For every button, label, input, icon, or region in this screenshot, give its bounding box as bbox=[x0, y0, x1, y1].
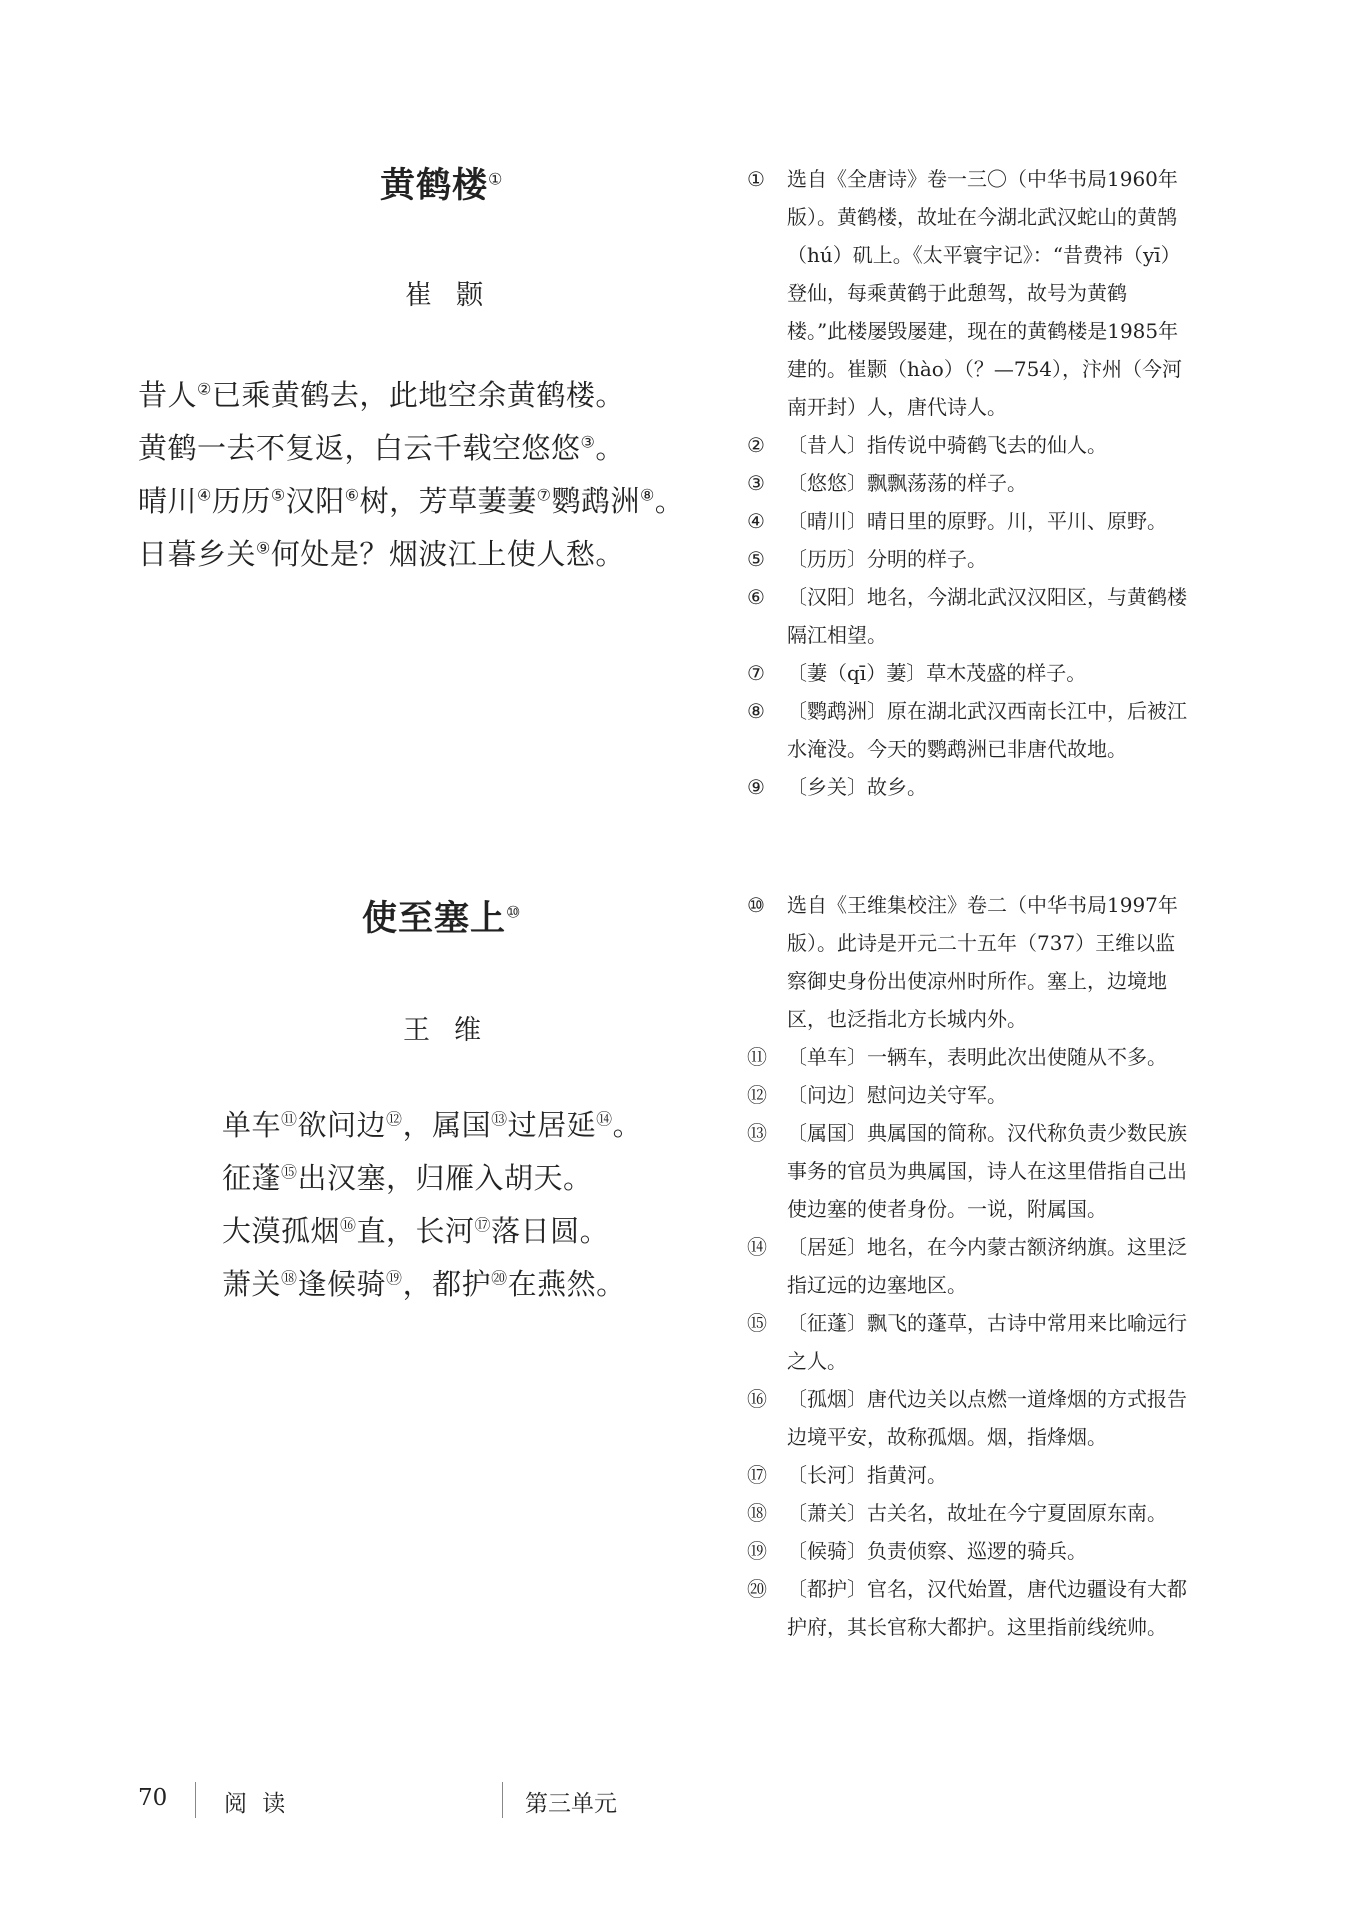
line-text: 欲问边 bbox=[297, 1108, 387, 1142]
line-text: 直，长河 bbox=[356, 1214, 475, 1248]
note-item bbox=[747, 1494, 1187, 1532]
line-text: ，都护 bbox=[402, 1267, 492, 1301]
note-text: 〔乡关〕故乡。 bbox=[787, 775, 927, 799]
footer-divider-left bbox=[195, 1782, 196, 1818]
line-text: 昔人 bbox=[138, 378, 198, 412]
note-number: ⑰ bbox=[747, 1463, 767, 1487]
poem2-author: 王维 bbox=[403, 1015, 505, 1046]
line-text: 已乘黄鹤去，此地空余黄鹤楼。 bbox=[211, 378, 625, 412]
footnote-mark: ⑥ bbox=[344, 485, 360, 505]
footer-divider-right bbox=[502, 1782, 503, 1818]
line-text: 单车 bbox=[222, 1108, 282, 1142]
note-text: 〔历历〕分明的样子。 bbox=[787, 547, 987, 571]
note-text: 〔问边〕慰问边关守军。 bbox=[787, 1083, 1007, 1107]
footer-unit: 第三单元 bbox=[525, 1791, 617, 1817]
poem2-title-note-mark: ⑩ bbox=[506, 902, 522, 922]
poem1-line bbox=[138, 532, 625, 573]
footnote-mark: ⑳ bbox=[491, 1268, 508, 1288]
line-text: 。 bbox=[612, 1108, 643, 1142]
note-number: ⑦ bbox=[747, 661, 765, 685]
poem2-notes bbox=[747, 886, 1187, 1646]
poem1-line bbox=[138, 426, 625, 467]
poem1-line bbox=[138, 373, 625, 414]
poem1-title-note-mark: ① bbox=[488, 169, 504, 189]
footnote-mark: ⑧ bbox=[639, 485, 655, 505]
note-item bbox=[747, 1076, 1187, 1114]
note-text: 〔昔人〕指传说中骑鹤飞去的仙人。 bbox=[787, 433, 1107, 457]
line-text: 晴川 bbox=[138, 484, 198, 518]
poem2-line bbox=[222, 1103, 642, 1144]
line-text: 出汉塞，归雁入胡天。 bbox=[297, 1161, 593, 1195]
note-item bbox=[747, 502, 1187, 540]
note-text: 〔萧关〕古关名，故址在今宁夏固原东南。 bbox=[787, 1501, 1167, 1525]
note-text: 〔单车〕一辆车，表明此次出使随从不多。 bbox=[787, 1045, 1167, 1069]
line-text: 。 bbox=[595, 431, 625, 465]
note-number: ⑫ bbox=[747, 1083, 767, 1107]
poem2-title bbox=[362, 891, 521, 941]
footnote-mark: ② bbox=[197, 379, 212, 399]
note-text: 〔征蓬〕飘飞的蓬草，古诗中常用来比喻远行之人。 bbox=[787, 1311, 1187, 1373]
note-text: 〔萋（qī）萋〕草木茂盛的样子。 bbox=[787, 661, 1087, 685]
page-number: 70 bbox=[138, 1785, 168, 1811]
note-number: ⑳ bbox=[747, 1577, 767, 1601]
footnote-mark: ⑬ bbox=[491, 1109, 508, 1129]
note-item bbox=[747, 464, 1187, 502]
note-number: ⑩ bbox=[747, 893, 765, 917]
poem2-title-text: 使至塞上 bbox=[362, 899, 507, 939]
footnote-mark: ③ bbox=[580, 432, 596, 452]
note-text: 〔汉阳〕地名，今湖北武汉汉阳区，与黄鹤楼隔江相望。 bbox=[787, 585, 1187, 647]
note-text: 〔悠悠〕飘飘荡荡的样子。 bbox=[787, 471, 1027, 495]
footnote-mark: ⑨ bbox=[256, 538, 271, 558]
note-number: ⑤ bbox=[747, 547, 765, 571]
note-number: ⑬ bbox=[747, 1121, 767, 1145]
note-text: 〔长河〕指黄河。 bbox=[787, 1463, 947, 1487]
line-text: ，属国 bbox=[402, 1108, 492, 1142]
note-text: 〔鹦鹉洲〕原在湖北武汉西南长江中，后被江水淹没。今天的鹦鹉洲已非唐代故地。 bbox=[787, 699, 1187, 761]
poem2-line bbox=[222, 1262, 626, 1303]
footnote-mark: ⑲ bbox=[386, 1268, 403, 1288]
note-number: ⑱ bbox=[747, 1501, 767, 1525]
line-text: 日暮乡关 bbox=[138, 537, 257, 571]
note-number: ⑯ bbox=[747, 1387, 767, 1411]
note-text: 〔都护〕官名，汉代始置，唐代边疆设有大都护府，其长官称大都护。这里指前线统帅。 bbox=[787, 1577, 1187, 1639]
note-text: 〔居延〕地名，在今内蒙古额济纳旗。这里泛指辽远的边塞地区。 bbox=[787, 1235, 1187, 1297]
note-text: 选自《全唐诗》卷一三〇（中华书局1960年版）。黄鹤楼，故址在今湖北武汉蛇山的黄鹄（hú）矶上。《太平寰宇记》：“昔费祎（yī）登仙，每乘黄鹤于此憩驾，故号为黄鹤楼。”此楼屡毁屡建，现在的黄鹤楼是1985年建的。崔颢（hào）（？—754），汴州（今河南开封）人，唐代诗人。 bbox=[787, 167, 1183, 419]
footer-section: 阅 读 bbox=[224, 1791, 290, 1817]
line-text: 逢候骑 bbox=[297, 1267, 387, 1301]
line-text: 在燕然。 bbox=[507, 1267, 626, 1301]
note-text: 〔孤烟〕唐代边关以点燃一道烽烟的方式报告边境平安，故称孤烟。烟，指烽烟。 bbox=[787, 1387, 1187, 1449]
note-item bbox=[747, 692, 1187, 768]
line-text: 历历 bbox=[211, 484, 271, 518]
poem2-line bbox=[222, 1209, 609, 1250]
poem1-line bbox=[138, 479, 684, 520]
line-text: 树，芳草萋萋 bbox=[359, 484, 537, 518]
note-item bbox=[747, 768, 1187, 806]
line-text: 大漠孤烟 bbox=[222, 1214, 341, 1248]
line-text: 黄鹤一去不复返，白云千载空悠悠 bbox=[138, 431, 581, 465]
poem1-notes bbox=[747, 160, 1187, 806]
note-text: 〔晴川〕晴日里的原野。川，平川、原野。 bbox=[787, 509, 1167, 533]
line-text: 萧关 bbox=[222, 1267, 282, 1301]
note-item bbox=[747, 1380, 1187, 1456]
line-text: 过居延 bbox=[507, 1108, 597, 1142]
note-text: 选自《王维集校注》卷二（中华书局1997年版）。此诗是开元二十五年（737）王维以监察御史身份出使凉州时所作。塞上，边境地区，也泛指北方长城内外。 bbox=[787, 893, 1178, 1031]
footnote-mark: ⑰ bbox=[474, 1215, 492, 1235]
note-number: ⑪ bbox=[747, 1045, 767, 1069]
note-item bbox=[747, 578, 1187, 654]
poem2-line bbox=[222, 1156, 593, 1197]
note-text: 〔候骑〕负责侦察、巡逻的骑兵。 bbox=[787, 1539, 1087, 1563]
line-text: 何处是？烟波江上使人愁。 bbox=[270, 537, 625, 571]
poem1-title bbox=[380, 158, 503, 208]
footnote-mark: ⑭ bbox=[596, 1109, 613, 1129]
note-number: ⑮ bbox=[747, 1311, 767, 1335]
footnote-mark: ⑪ bbox=[281, 1109, 298, 1129]
note-item bbox=[747, 1570, 1187, 1646]
note-number: ⑲ bbox=[747, 1539, 767, 1563]
note-number: ② bbox=[747, 433, 765, 457]
note-number: ⑭ bbox=[747, 1235, 767, 1259]
note-item bbox=[747, 1228, 1187, 1304]
note-item bbox=[747, 540, 1187, 578]
line-text: 征蓬 bbox=[222, 1161, 282, 1195]
note-number: ③ bbox=[747, 471, 765, 495]
line-text: 落日圆。 bbox=[491, 1214, 610, 1248]
note-text: 〔属国〕典属国的简称。汉代称负责少数民族事务的官员为典属国，诗人在这里借指自己出使边塞的使者身份。一说，附属国。 bbox=[787, 1121, 1187, 1221]
note-number: ⑨ bbox=[747, 775, 765, 799]
poem1-title-text: 黄鹤楼 bbox=[380, 166, 489, 206]
line-text: 。 bbox=[654, 484, 685, 518]
footnote-mark: ⑯ bbox=[340, 1215, 357, 1235]
note-item bbox=[747, 1114, 1187, 1228]
note-item bbox=[747, 160, 1187, 426]
note-item bbox=[747, 886, 1187, 1038]
note-number: ① bbox=[747, 167, 765, 191]
line-text: 鹦鹉洲 bbox=[551, 484, 640, 518]
footnote-mark: ⑮ bbox=[281, 1162, 298, 1182]
note-number: ⑥ bbox=[747, 585, 765, 609]
note-item bbox=[747, 1532, 1187, 1570]
note-item bbox=[747, 1304, 1187, 1380]
note-number: ④ bbox=[747, 509, 765, 533]
footnote-mark: ④ bbox=[197, 485, 212, 505]
note-item bbox=[747, 426, 1187, 464]
footnote-mark: ⑱ bbox=[281, 1268, 298, 1288]
poem1-author: 崔颢 bbox=[405, 280, 507, 311]
footnote-mark: ⑫ bbox=[386, 1109, 403, 1129]
footnote-mark: ⑤ bbox=[270, 485, 286, 505]
note-item bbox=[747, 654, 1187, 692]
note-item bbox=[747, 1456, 1187, 1494]
note-number: ⑧ bbox=[747, 699, 765, 723]
note-item bbox=[747, 1038, 1187, 1076]
footnote-mark: ⑦ bbox=[536, 485, 552, 505]
line-text: 汉阳 bbox=[285, 484, 345, 518]
